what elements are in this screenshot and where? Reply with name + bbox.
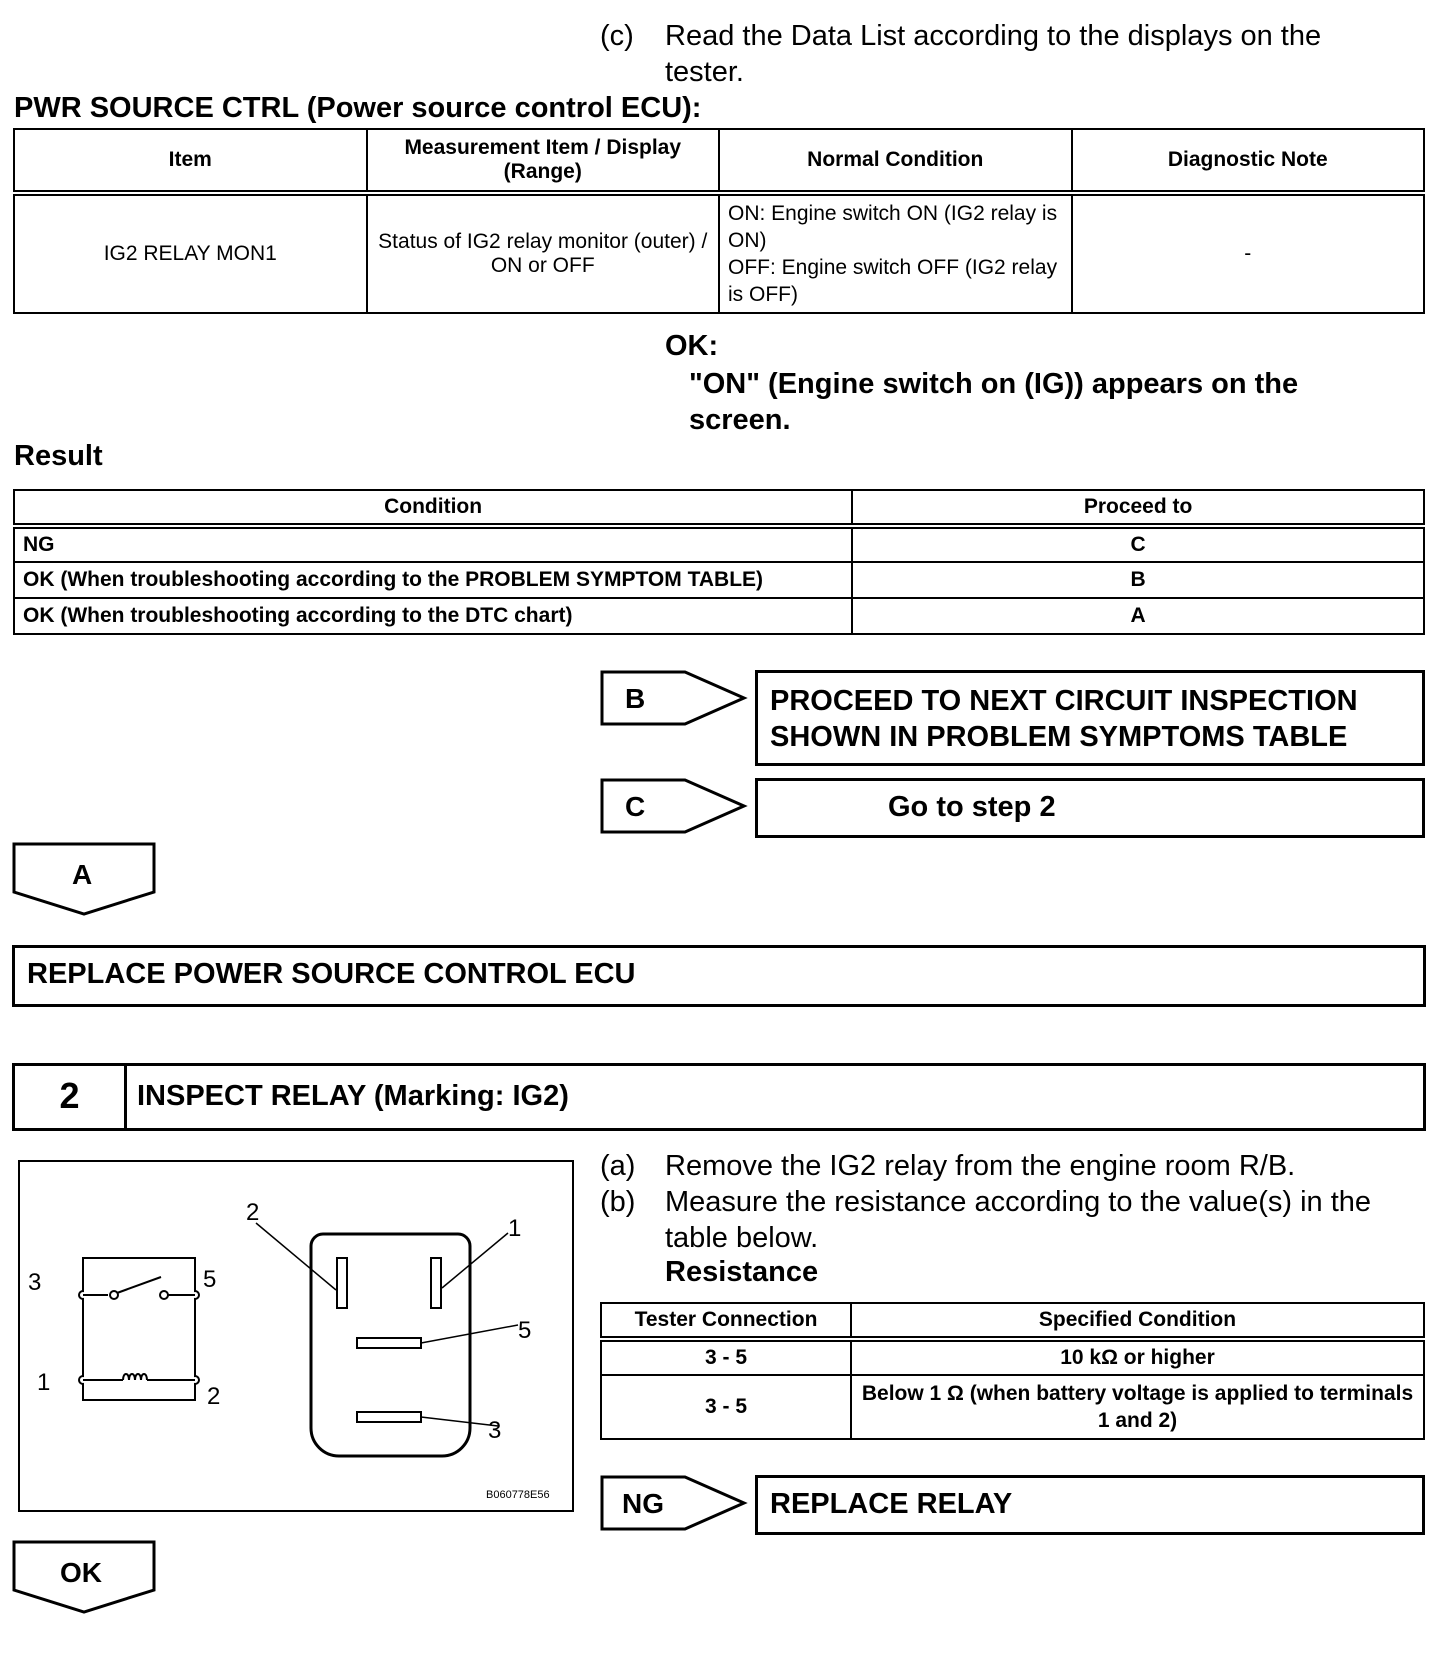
branch-c-box: Go to step 2 [755,778,1425,838]
relay-diagram [18,1160,574,1512]
branch-b-text-1: PROCEED TO NEXT CIRCUIT INSPECTION [770,685,1358,717]
replace-ecu-box: REPLACE POWER SOURCE CONTROL ECU [12,945,1426,1007]
col-measurement-header: Measurement Item / Display (Range) [367,129,720,193]
step-a-text: Remove the IG2 relay from the engine room R/B. [665,1150,1296,1182]
specified-condition: 10 kΩ or higher [851,1339,1424,1375]
result-condition: OK (When troubleshooting according to the PROBLEM SYMPTOM TABLE) [14,562,852,598]
tester-connection: 3 - 5 [601,1339,851,1375]
cell-normal [719,193,1072,313]
branch-c-tag: C [625,791,646,822]
switch-contact-right [160,1291,168,1299]
step-b-letter: (b) [600,1186,636,1218]
ok-spec-label: OK: [665,330,719,362]
step-b-text: Measure the resistance according to the value(s) in the table below. [665,1186,1372,1254]
normal-off: OFF: Engine switch OFF (IG2 relay is OFF) [728,256,1058,306]
branch-b-tag: B [625,683,646,714]
cell-item: IG2 RELAY MON1 [14,193,367,313]
specified-condition-header: Specified Condition [851,1303,1424,1339]
result-table [13,489,1425,635]
branch-b-box [755,670,1425,766]
col-normal-header: Normal Condition [719,129,1072,193]
step-c-letter: (c) [600,20,634,52]
table-row [601,1375,1424,1439]
cell-note: - [1072,193,1425,313]
tester-connection-header: Tester Connection [601,1303,851,1339]
branch-a-arrow [12,842,158,916]
result-condition: NG [14,526,852,562]
relay-pin-5 [357,1338,421,1348]
table-row [14,598,1424,634]
ok-spec-text: "ON" (Engine switch on (IG)) appears on the screen. [689,368,1299,436]
result-proceed: A [852,598,1424,634]
relay-pin-3 [357,1412,421,1422]
schematic-label-5: 5 [203,1266,217,1293]
result-proceed: C [852,526,1424,562]
resistance-label: Resistance [665,1256,819,1288]
schematic-label-1: 1 [37,1369,51,1396]
diagram-frame [19,1161,573,1511]
relay-label-1: 1 [508,1215,522,1242]
result-proceed-header: Proceed to [852,490,1424,526]
result-proceed: B [852,562,1424,598]
table-row [601,1339,1424,1375]
branch-ok-arrow [12,1540,158,1614]
branch-ng-box: REPLACE RELAY [755,1475,1425,1535]
step2-title: INSPECT RELAY (Marking: IG2) [137,1080,569,1112]
result-heading: Result [14,440,103,472]
branch-ok-tag: OK [60,1557,102,1588]
branch-b-arrow [600,670,748,726]
result-condition: OK (When troubleshooting according to the DTC chart) [14,598,852,634]
table-row [14,562,1424,598]
tester-connection: 3 - 5 [601,1375,851,1439]
step2-header [12,1063,1426,1131]
resistance-table [600,1302,1425,1440]
relay-pin-2 [337,1258,347,1308]
col-note-header: Diagnostic Note [1072,129,1425,193]
branch-b-text-2: SHOWN IN PROBLEM SYMPTOMS TABLE [770,721,1348,753]
schematic-label-3: 3 [28,1269,42,1296]
col-item-header: Item [14,129,367,193]
branch-ng-tag: NG [622,1488,664,1519]
data-list-table [13,128,1425,314]
relay-label-2: 2 [246,1199,260,1226]
step-c-text: Read the Data List according to the displays on the tester. [665,20,1322,88]
data-list-heading: PWR SOURCE CTRL (Power source control ECU): [14,92,702,124]
branch-c-arrow [600,778,748,834]
relay-pin-1 [431,1258,441,1308]
branch-a-tag: A [72,859,93,890]
table-row [14,526,1424,562]
result-condition-header: Condition [14,490,852,526]
step-a-letter: (a) [600,1150,636,1182]
relay-label-3: 3 [488,1417,502,1444]
branch-ng-arrow [600,1475,748,1531]
relay-label-5: 5 [518,1317,532,1344]
diagram-code: B060778E56 [486,1489,550,1501]
normal-on: ON: Engine switch ON (IG2 relay is ON) [728,202,1058,252]
cell-measurement: Status of IG2 relay monitor (outer) / ON or OFF [367,193,720,313]
schematic-label-2: 2 [207,1383,221,1410]
specified-condition: Below 1 Ω (when battery voltage is applied to terminals 1 and 2) [851,1375,1424,1439]
step2-number: 2 [15,1066,127,1128]
